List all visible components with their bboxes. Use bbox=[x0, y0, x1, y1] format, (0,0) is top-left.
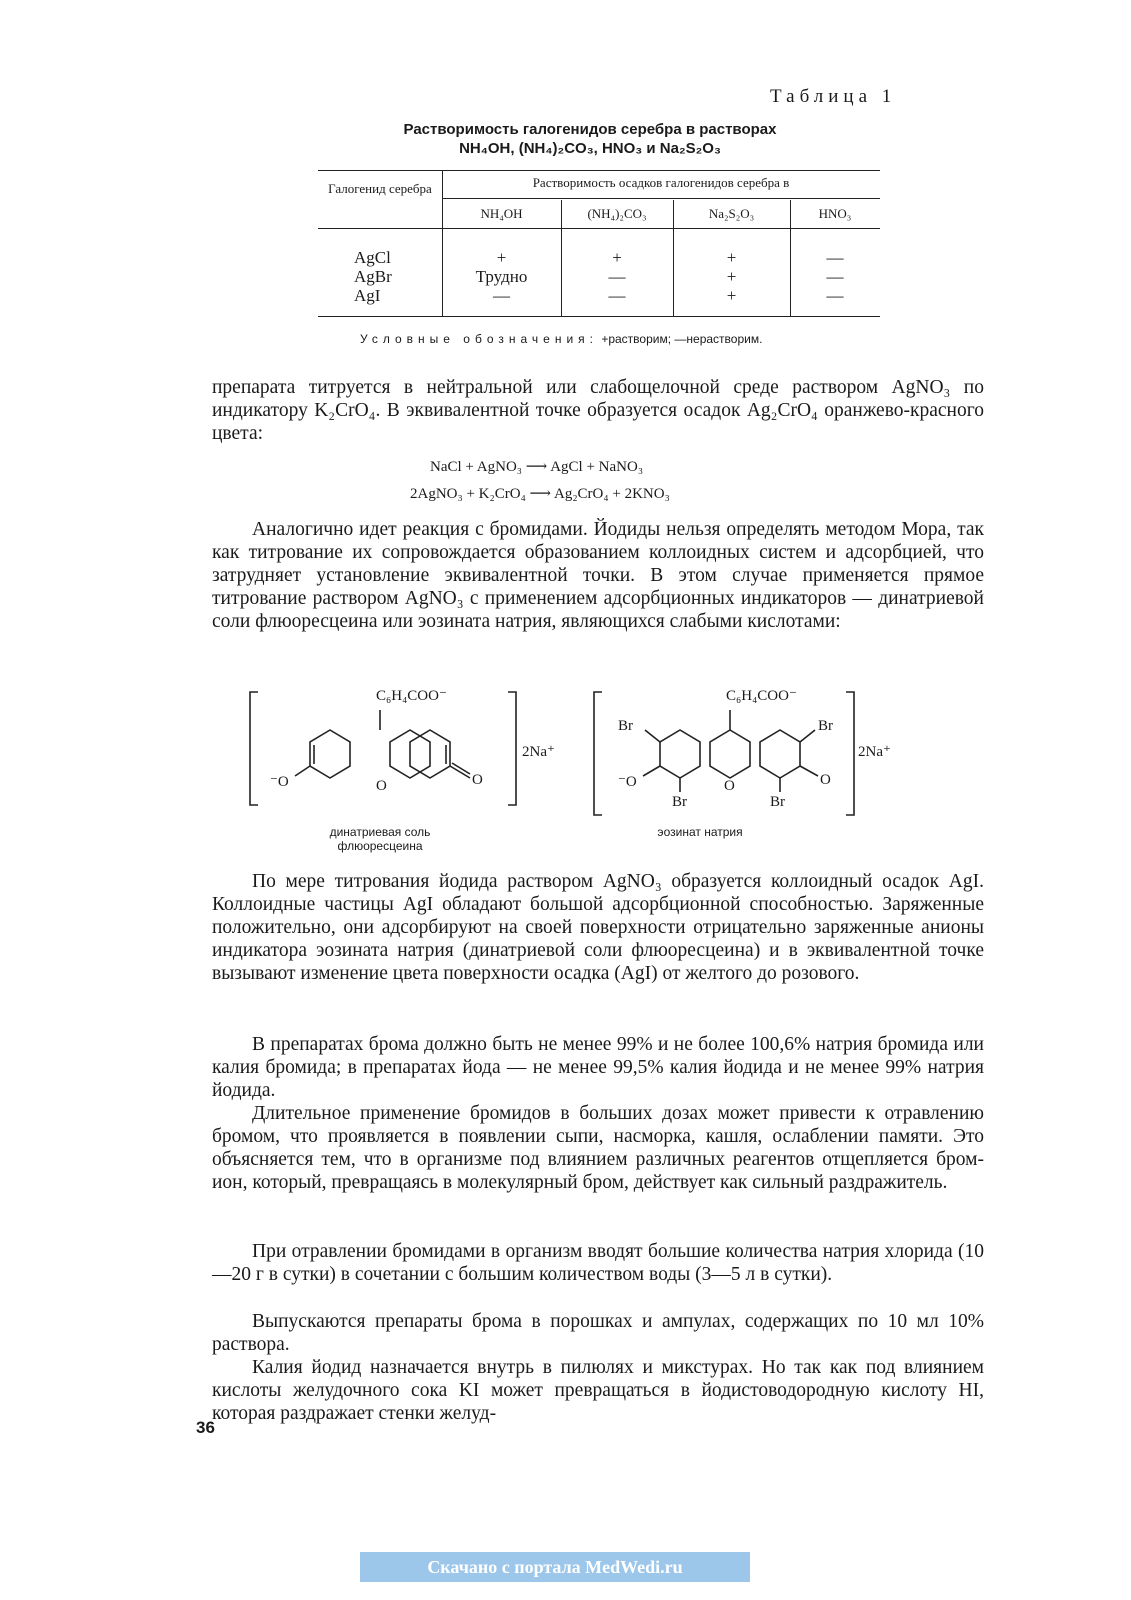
row-name: AgCl bbox=[354, 248, 391, 267]
paragraph-8: Калия йодид назначается внутрь в пилюлях и микстурах. Но так как под влиянием кислоты желудочного сока KI может превращаться в йодистоводородную кислоту HI, которая раздражает стенки желуд- bbox=[212, 1357, 984, 1424]
table-title bbox=[330, 120, 850, 158]
sub-header-nh4oh: NH₄OH bbox=[480, 206, 523, 221]
row-name: AgBr bbox=[354, 267, 392, 286]
paragraph-4: В препаратах брома должно быть не менее 99% и не более 100,6% натрия бромида или калия бромида; в препаратах йода — не менее 99,5% калия йодида и не менее 99% натрия йодида. bbox=[212, 1034, 984, 1101]
s2-br-4: Br bbox=[770, 794, 785, 810]
col-header-halide: Галогенид серебра bbox=[328, 181, 432, 196]
table-cell: — bbox=[826, 267, 844, 286]
sub-header-nh4-2co3: (NH₄)₂CO₃ bbox=[587, 206, 647, 221]
paragraph-6: При отравлении бромидами в организм вводят большие количества натрия хлорида (10—20 г в сутки) в сочетании с большим количеством воды (3—5 л в сутки). bbox=[212, 1241, 984, 1285]
s2-caption: эозинат натрия bbox=[657, 825, 743, 839]
s2-br-2: Br bbox=[818, 718, 833, 734]
table-cell: — bbox=[493, 286, 510, 305]
table-legend bbox=[360, 332, 762, 346]
s2-br-3: Br bbox=[672, 794, 687, 810]
table-cell: + bbox=[496, 248, 507, 267]
s1-ring-o: O bbox=[376, 778, 387, 794]
s1-caption-line1: динатриевая соль bbox=[329, 825, 431, 839]
legend-text: +растворим; —нерастворим. bbox=[601, 332, 763, 346]
table-cell: Трудно bbox=[475, 267, 528, 286]
row-name: AgI bbox=[354, 286, 381, 305]
download-banner[interactable]: Скачано с портала MedWedi.ru bbox=[360, 1552, 750, 1582]
table-cell: — bbox=[608, 267, 626, 286]
table-title-line1: Растворимость галогенидов серебра в растворах bbox=[403, 121, 777, 138]
table-cell: + bbox=[726, 286, 737, 305]
equation-1: NaCl + AgNO₃ ⟶ AgCl + NaNO₃ bbox=[430, 459, 644, 475]
paragraph-5: Длительное применение бромидов в больших дозах может привести к отравлению бромом, что проявляется в появлении сыпи, насморка, кашля, ослаблении памяти. Это объясняется тем, что в организме под влиянием различных реагентов отщепляется бром-ион, который, превращаясь в молекулярный бром, действует как сильный раздражитель. bbox=[212, 1103, 984, 1193]
table-label: Таблица 1 bbox=[770, 86, 897, 107]
legend-label: Условные обозначения: bbox=[360, 332, 598, 346]
indicator-structures bbox=[240, 680, 920, 880]
s2-br-1: Br bbox=[618, 718, 633, 734]
s2-ring-o: O bbox=[724, 778, 735, 794]
paragraph-7: Выпускаются препараты брома в порошках и ампулах, содержащих по 10 мл 10% раствора. bbox=[212, 1311, 984, 1355]
s1-left-o: ⁻O bbox=[270, 774, 289, 790]
s1-caption-line2: флюоресцеина bbox=[337, 839, 423, 853]
table-cell: + bbox=[726, 248, 737, 267]
s2-group: C₆H₄COO⁻ bbox=[726, 688, 797, 704]
paragraph-1: препарата титруется в нейтральной или слабощелочной среде раствором AgNO₃ по индикатору K₂CrO₄. В эквивалентной точке образуется осадок Ag₂CrO₄ оранжево-красного цвета: bbox=[212, 377, 984, 444]
table-title-line2: NH₄OH, (NH₄)₂CO₃, HNO₃ и Na₂S₂O₃ bbox=[459, 140, 721, 157]
table-cell: — bbox=[826, 286, 844, 305]
table-cell: + bbox=[726, 267, 737, 286]
s2-right-o: O bbox=[820, 772, 831, 788]
table-cell: — bbox=[826, 248, 844, 267]
s1-right-o: O bbox=[472, 772, 483, 788]
page-number: 36 bbox=[196, 1418, 215, 1437]
s1-charge: 2Na⁺ bbox=[522, 744, 555, 760]
s1-caption bbox=[300, 825, 460, 853]
paragraph-2: Аналогично идет реакция с бромидами. Йодиды нельзя определять методом Мора, так как титрование их сопровождается образованием коллоидных систем и адсорбцией, что затрудняет установление эквивалентной точки. В этом случае применяется прямое титрование раствором AgNO₃ с применением адсорбционных индикаторов — динатриевой соли флюоресцеина или эозината натрия, являющихся слабыми кислотами: bbox=[212, 519, 984, 632]
sub-header-hno3: HNO₃ bbox=[818, 206, 852, 221]
paragraph-3: По мере титрования йодида раствором AgNO₃ образуется коллоидный осадок AgI. Коллоидные частицы AgI обладают большой адсорбционной способностью. Заряженные положительно, они адсорбируют на своей поверхности отрицательно заряженные анионы индикатора эозината натрия (динатриевой соли флюоресцеина) и в эквивалентной точке вызывают изменение цвета поверхности осадка (AgI) от желтого до розового. bbox=[212, 871, 984, 984]
table-cell: + bbox=[612, 248, 622, 267]
s2-left-o: ⁻O bbox=[618, 774, 637, 790]
s1-group: C₆H₄COO⁻ bbox=[376, 688, 447, 704]
table-cell: — bbox=[608, 286, 626, 305]
group-header: Растворимость осадков галогенидов серебра в bbox=[532, 175, 790, 190]
sub-header-na2s2o3: Na₂S₂O₃ bbox=[708, 206, 755, 221]
s2-charge: 2Na⁺ bbox=[858, 744, 891, 760]
solubility-table bbox=[318, 170, 880, 320]
equation-2: 2AgNO₃ + K₂CrO₄ ⟶ Ag₂CrO₄ + 2KNO₃ bbox=[410, 486, 670, 502]
